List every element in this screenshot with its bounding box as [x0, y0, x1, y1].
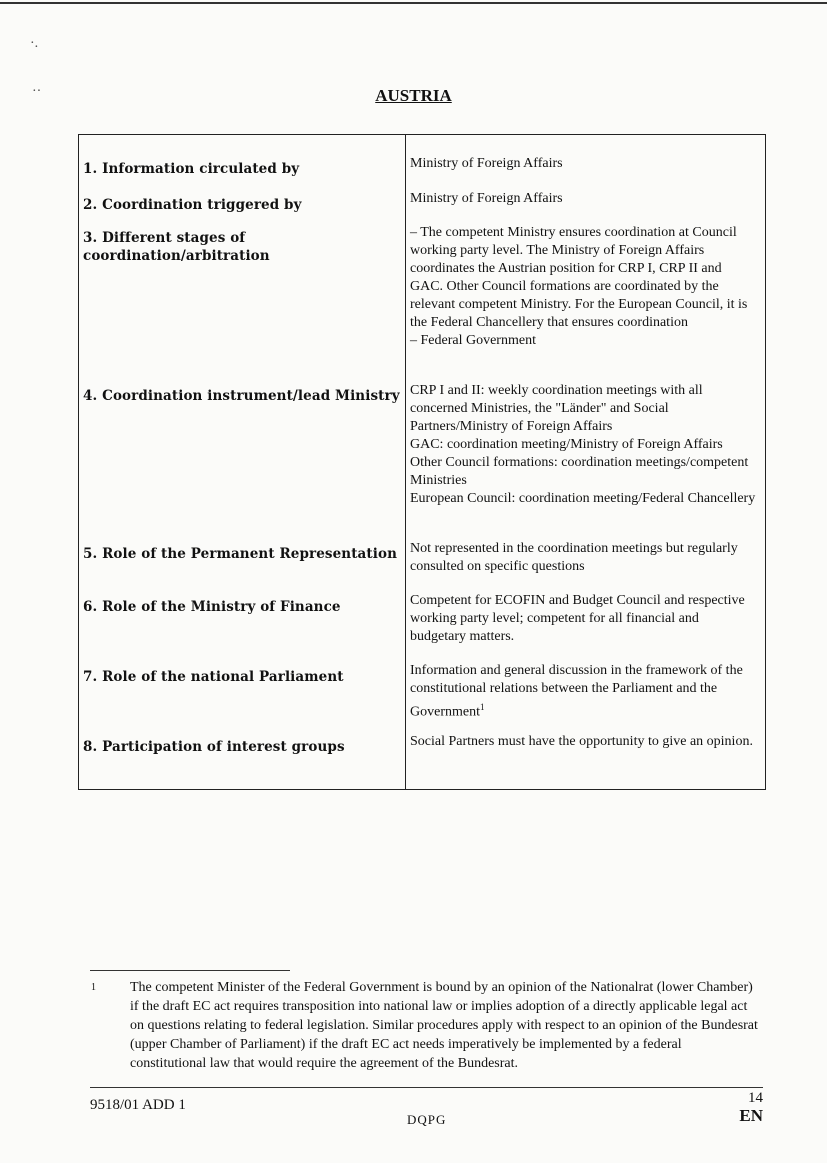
document-reference: 9518/01 ADD 1: [90, 1097, 186, 1113]
footnote-separator: [90, 970, 290, 971]
row-content-line: European Council: coordination meeting/Federal Chancellery: [410, 491, 756, 506]
page-title: AUSTRIA: [375, 86, 452, 105]
row-content-line: Ministry of Foreign Affairs: [410, 191, 563, 206]
row-content: [410, 540, 758, 576]
row-content-line: – The competent Ministry ensures coordination at Council working party level. The Ministry of Foreign Affairs coordinates the Austrian position for CRP I, CRP II and GAC. Other Council formations are coordinated by the relevant competent Ministry. For the European Council, it is the Federal Chancellery that ensures coordination: [410, 225, 748, 330]
footnote-ref: 1: [479, 702, 485, 712]
row-content-line: Social Partners must have the opportunity to give an opinion.: [410, 734, 753, 749]
row-label: 5. Role of the Permanent Representation: [83, 546, 397, 562]
row-label: 7. Role of the national Parliament: [83, 669, 344, 685]
row-content-line: GAC: coordination meeting/Ministry of Foreign Affairs: [410, 437, 723, 452]
row-label: 2. Coordination triggered by: [83, 197, 302, 213]
row-content-line: Competent for ECOFIN and Budget Council and respective working party level; competent for all financial and budgetary matters.: [410, 593, 745, 644]
row-content: [410, 382, 758, 508]
row-label: 8. Participation of interest groups: [83, 739, 345, 755]
row-content: [410, 190, 758, 208]
scan-speck: ··: [32, 84, 42, 99]
column-divider: [405, 134, 406, 790]
row-content-line: [410, 662, 758, 722]
language-code: EN: [739, 1106, 763, 1125]
row-label: 1. Information circulated by: [83, 161, 300, 177]
row-label: 4. Coordination instrument/lead Ministry: [83, 388, 400, 404]
row-content-line: Ministry of Foreign Affairs: [410, 156, 563, 171]
row-content: [410, 592, 758, 646]
top-border-line: [0, 2, 827, 4]
footnote-marker: 1: [91, 982, 96, 993]
scan-speck: ·.: [30, 36, 39, 51]
row-content-line: CRP I and II: weekly coordination meetings with all concerned Ministries, the "Länder" and Social Partners/Ministry of Foreign Affairs: [410, 383, 703, 434]
row-content: [410, 224, 758, 350]
row-content-text: Information and general discussion in the framework of the constitutional relations between the Parliament and the Government: [410, 663, 743, 720]
row-label: 6. Role of the Ministry of Finance: [83, 599, 341, 615]
row-content: [410, 155, 758, 173]
footer-rule: [90, 1087, 763, 1088]
row-content-line: – Federal Government: [410, 333, 536, 348]
footnote-text: The competent Minister of the Federal Government is bound by an opinion of the Nationalrat (lower Chamber) if the draft EC act requires transposition into national law or implies adoption of a directly applicable legal act on questions relating to federal legislation. Similar procedures apply with respect to an opinion of the Bundesrat (upper Chamber of Parliament) if the draft EC act needs imperatively be implemented by a federal constitutional law that would require the agreement of the Bundesrat.: [130, 980, 758, 1071]
row-label: 3. Different stages of coordination/arbitration: [83, 230, 270, 264]
row-content-line: Other Council formations: coordination meetings/competent Ministries: [410, 455, 749, 488]
row-content-line: Not represented in the coordination meetings but regularly consulted on specific questions: [410, 541, 738, 574]
row-content: [410, 733, 758, 751]
page-number: 14: [748, 1090, 763, 1106]
department-code: DQPG: [407, 1112, 447, 1127]
row-content: [410, 662, 758, 722]
